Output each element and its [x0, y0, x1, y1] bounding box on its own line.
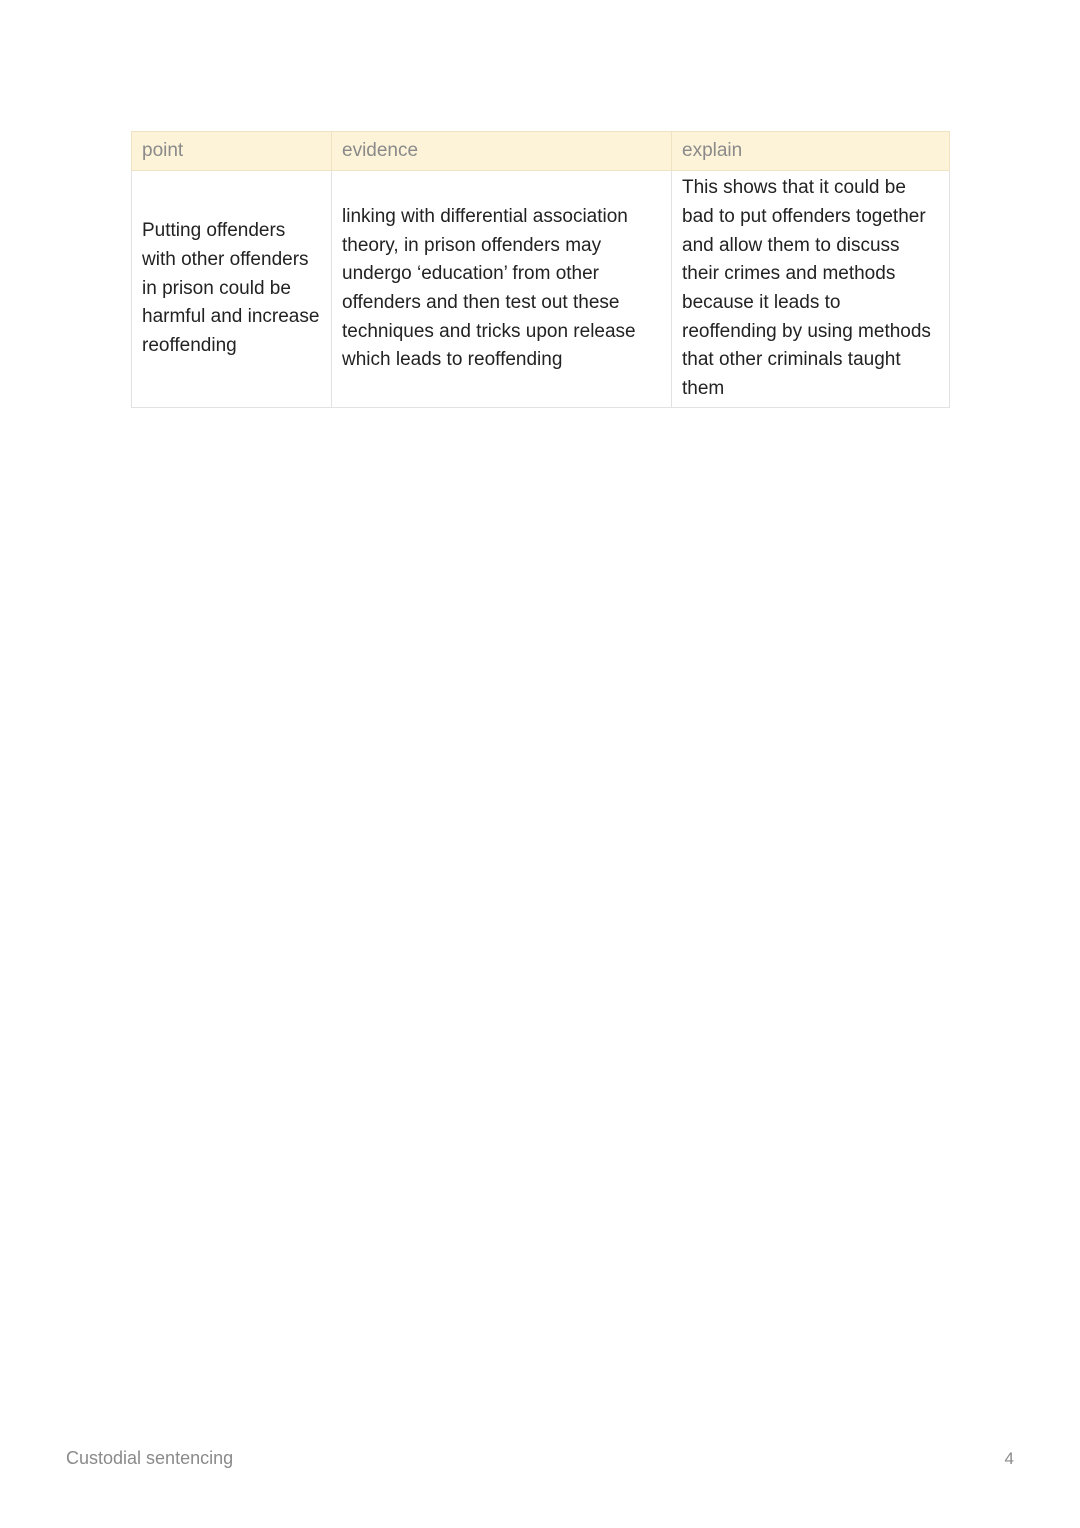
table-row	[132, 171, 950, 408]
header-evidence: evidence	[332, 132, 672, 171]
cell-evidence: linking with differential association theory, in prison offenders may undergo ‘education’ from other offenders and then test out these techniques and tricks upon release which leads to reoffending	[332, 171, 672, 408]
pee-table	[131, 131, 950, 408]
cell-explain: This shows that it could be bad to put offenders together and allow them to discuss their crimes and methods because it leads to reoffending by using methods that other criminals taught them	[672, 171, 950, 408]
header-explain: explain	[672, 132, 950, 171]
header-point: point	[132, 132, 332, 171]
page-number: 4	[1004, 1449, 1014, 1468]
table-header-row	[132, 132, 950, 171]
footer-document-title: Custodial sentencing	[66, 1448, 234, 1468]
cell-point: Putting offenders with other offenders in prison could be harmful and increase reoffending	[132, 171, 332, 408]
